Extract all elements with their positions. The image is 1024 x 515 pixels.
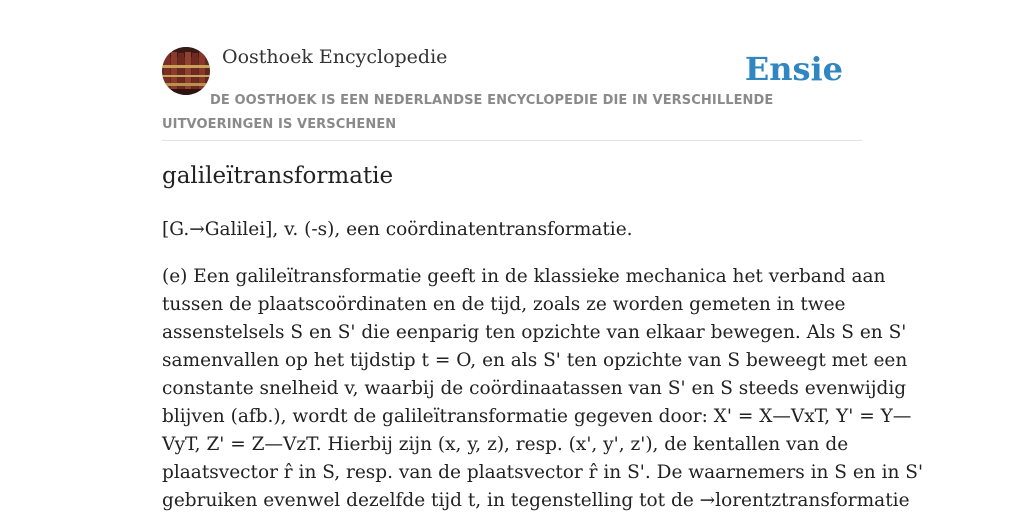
body-line: samenvallen op het tijdstip t = O, en als S' ten opzichte van S beweegt met een [162,350,908,371]
page-container [162,0,924,511]
article-definition: [G.→Galilei], v. (-s), een coördinatentransformatie. [162,219,633,240]
body-line: assenstelsels S en S' die eenparig ten opzichte van elkaar bewegen. Als S en S' [162,322,907,343]
body-line: VyT, Z' = Z—VzT. Hierbij zijn (x, y, z), resp. (x', y', z'), de kentallen van de [162,434,849,455]
encyclopedia-books-icon[interactable] [162,47,210,95]
body-line: constante snelheid v, waarbij de coördinaatassen van S' en S steeds evenwijdig [162,378,907,399]
site-tagline: DE OOSTHOEK IS EEN NEDERLANDSE ENCYCLOPEDIE DIE IN VERSCHILLENDE UITVOERINGEN IS VERSCHENEN [162,93,774,132]
article-body [162,263,924,515]
site-header [162,0,862,141]
body-line: tussen de plaatscoördinaten en de tijd, zoals ze worden gemeten in twee [162,294,846,315]
site-name-link[interactable]: Oosthoek Encyclopedie [222,46,448,68]
body-line: (e) Een galileïtransformatie geeft in de klassieke mechanica het verband aan [162,266,886,287]
brand-logo-link[interactable]: Ensie [744,50,843,88]
body-line: blijven (afb.), wordt de galileïtransformatie gegeven door: X' = X—VxT, Y' = Y— [162,406,912,427]
body-line: plaatsvector r̂ in S, resp. van de plaatsvector r̂ in S'. De waarnemers in S en in S' [162,462,924,483]
article-title: galileïtransformatie [162,163,394,189]
body-line: gebruiken evenwel dezelfde tijd t, in tegenstelling tot de →lorentztransformatie [162,490,910,511]
